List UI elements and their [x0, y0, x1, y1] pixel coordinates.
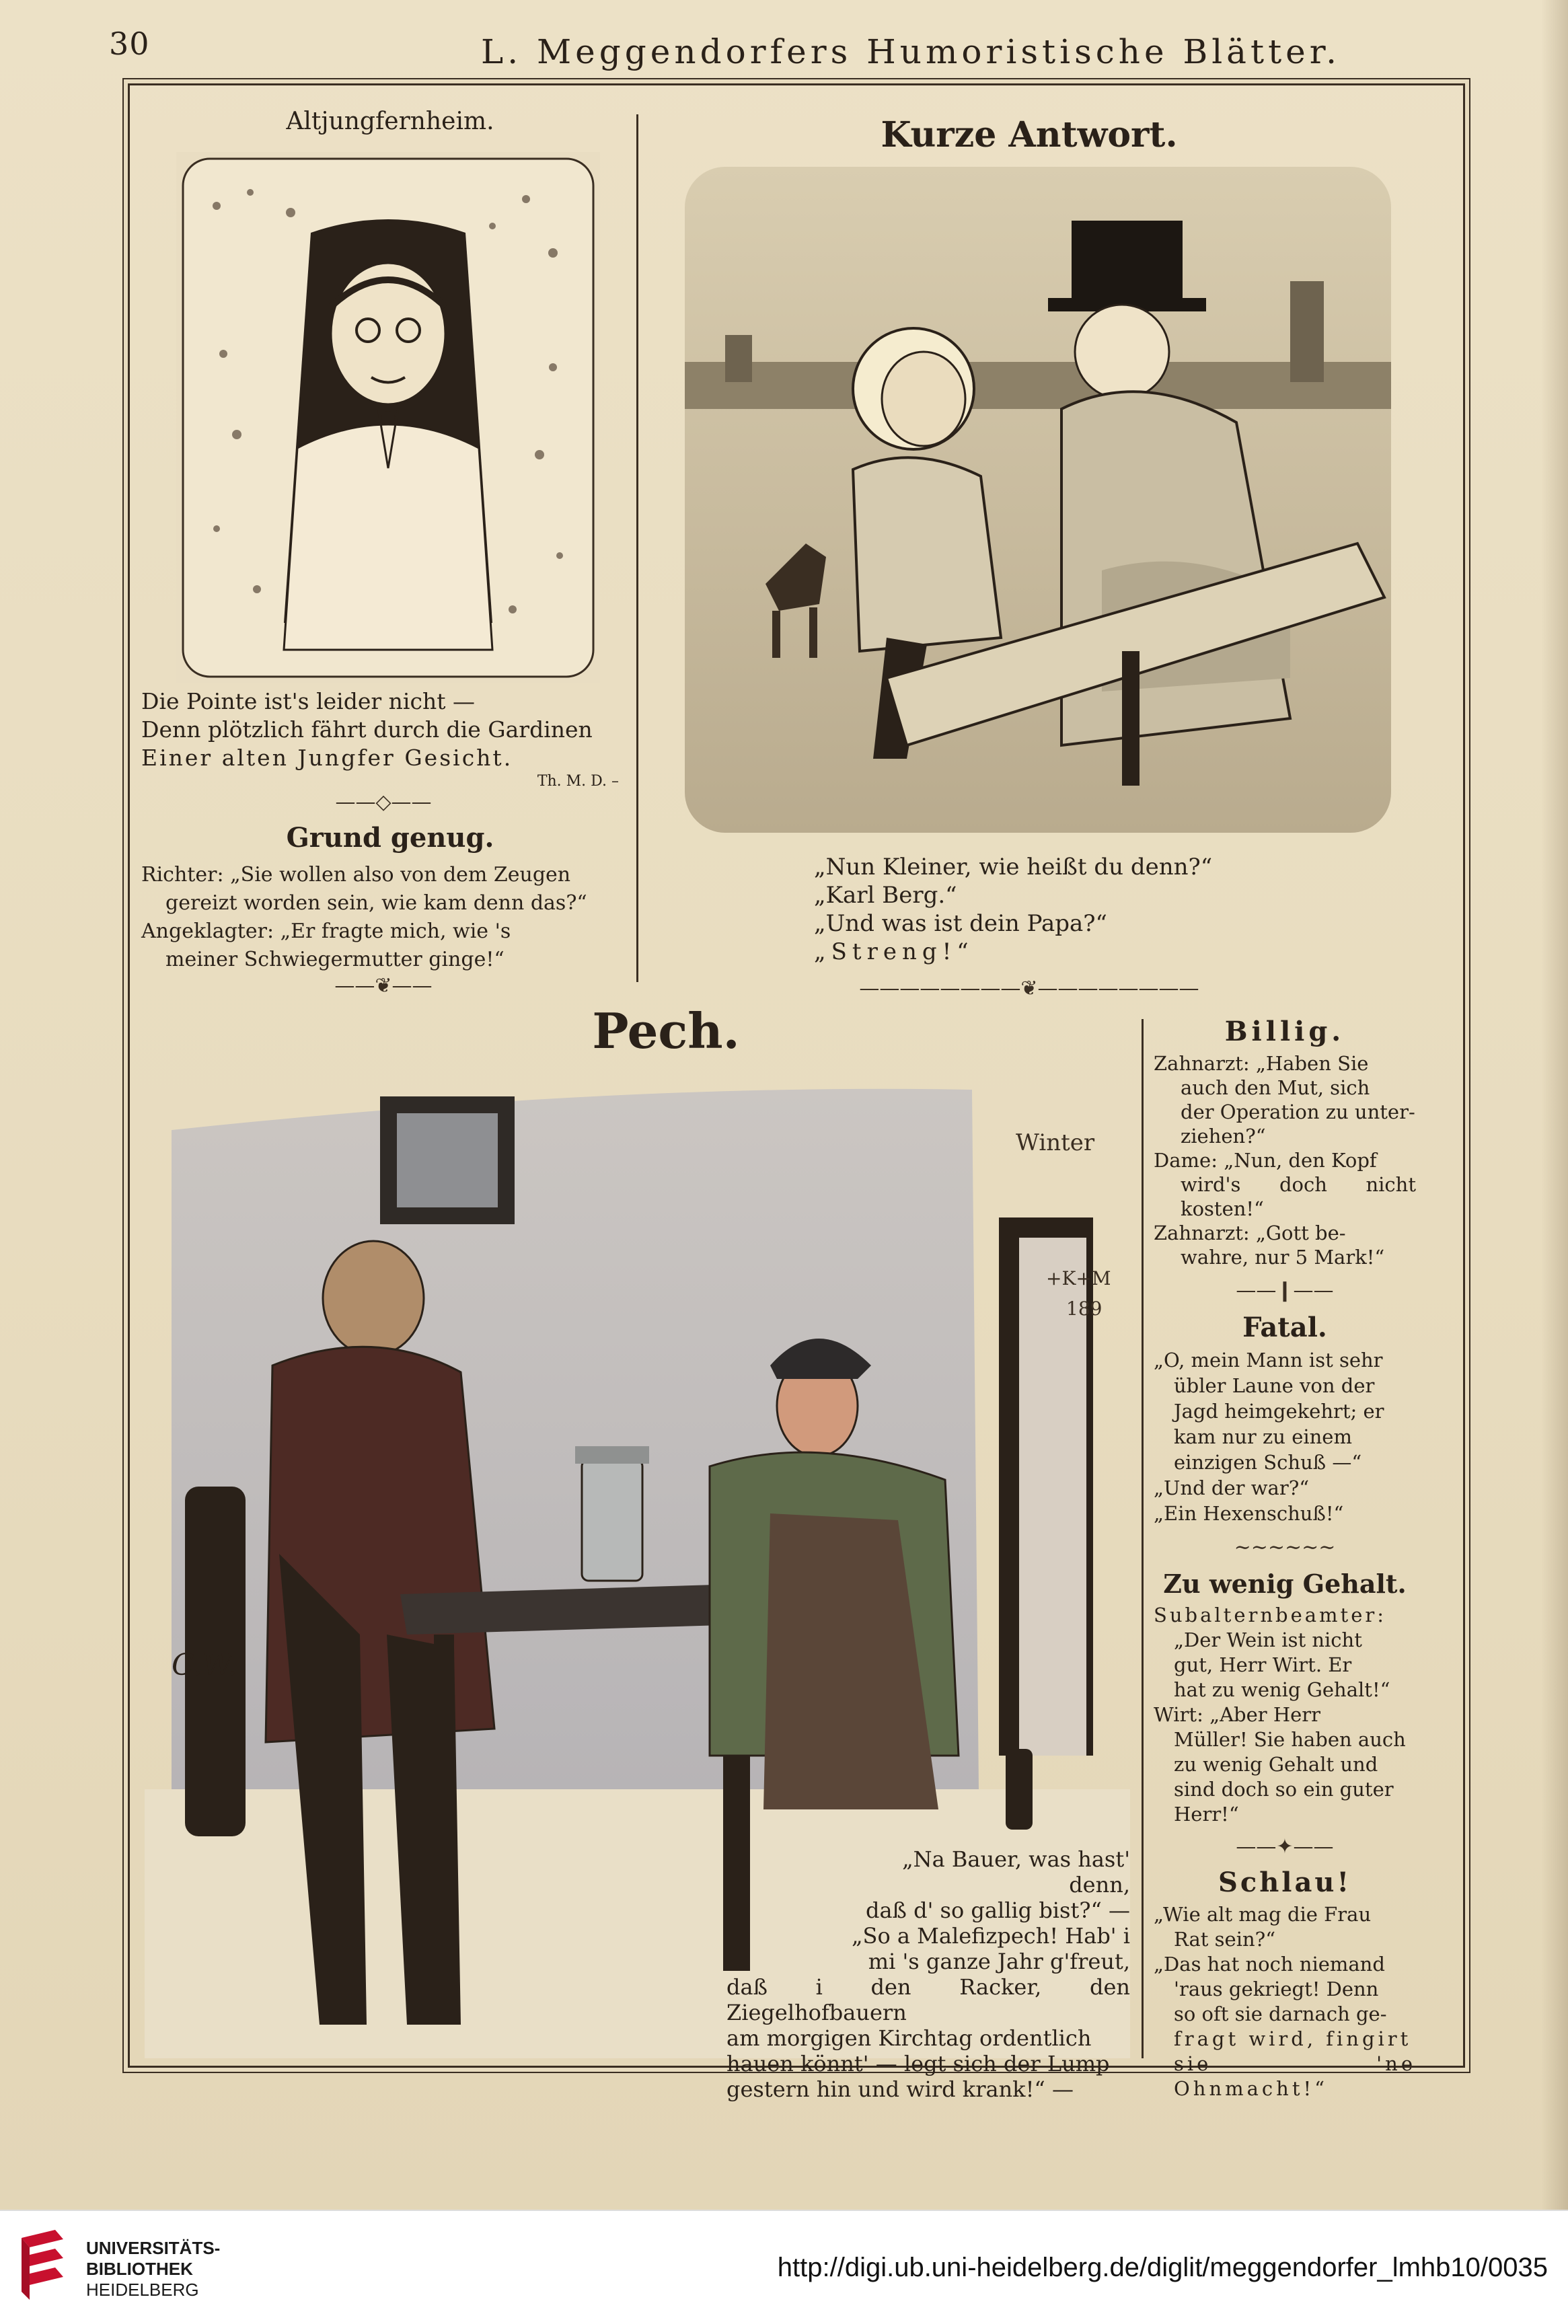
column-divider-bottom: [1142, 1019, 1144, 2058]
dialogue-line: „Und was ist dein Papa?“: [814, 910, 1107, 937]
joke-line: Herr!“: [1174, 1803, 1239, 1826]
altjungfernheim-title: Altjungfernheim.: [286, 108, 494, 135]
library-logo-icon: [15, 2224, 71, 2305]
section-divider-ornament: ∼∼∼∼∼∼: [1234, 1536, 1336, 1559]
dialogue-line: meiner Schwiegermutter ginge!“: [165, 948, 505, 971]
library-name: [86, 2238, 220, 2300]
joke-line: Zahnarzt: „Gott be-: [1154, 1222, 1346, 1244]
grund-genug-text: [141, 861, 619, 974]
source-url-link[interactable]: http://digi.ub.uni-heidelberg.de/diglit/meggendorfer_lmhb10/0035: [777, 2253, 1548, 2282]
section-divider-ornament: ——◇——: [335, 790, 432, 814]
joke-line: zu wenig Gehalt und: [1174, 1753, 1378, 1776]
dialogue-line: „Na Bauer, was hast' denn,: [902, 1846, 1130, 1898]
section-divider-ornament: ——❙——: [1236, 1279, 1334, 1302]
joke-line: Müller! Sie haben auch: [1174, 1728, 1406, 1751]
joke-line: Subalternbeamter:: [1154, 1604, 1386, 1626]
verse-signature: Th. M. D. –: [537, 773, 619, 790]
library-name-line: UNIVERSITÄTS-: [86, 2238, 221, 2258]
dialogue-line: gereizt worden sein, wie kam denn das?“: [165, 891, 587, 915]
verse-line: Einer alten Jungfer Gesicht.: [141, 745, 513, 771]
verse-line: Die Pointe ist's leider nicht —: [141, 688, 475, 714]
running-title: L. Meggendorfers Humoristische Blätter.: [481, 32, 1341, 71]
library-name-line: BIBLIOTHEK: [86, 2259, 193, 2279]
joke-line: übler Laune von der: [1174, 1374, 1375, 1397]
dialogue-line: daß i den Racker, den Ziegelhofbauern: [726, 1974, 1130, 2025]
dialogue-line: „So a Malefizpech! Hab' i: [851, 1923, 1130, 1949]
right-column: [1154, 1016, 1416, 2101]
pech-title: Pech.: [592, 1002, 740, 1059]
dialogue-line: hauen könnt' — legt sich der Lump: [726, 2051, 1110, 2076]
boy-and-gentleman-illustration: [685, 167, 1391, 833]
pech-dialogue: [726, 1846, 1130, 2102]
chalk-sign-winter: Winter: [1016, 1129, 1095, 1156]
dialogue-line: Angeklagter: „Er fragte mich, wie 's: [141, 920, 511, 943]
dialogue-line: am morgigen Kirchtag ordentlich: [726, 2025, 1092, 2051]
billig-title: Billig.: [1224, 1016, 1345, 1047]
viewer-footer: [0, 2210, 1568, 2324]
joke-line: gut, Herr Wirt. Er: [1174, 1653, 1352, 1676]
joke-line: Jagd heimgekehrt; er: [1174, 1400, 1384, 1423]
section-divider-ornament: ——❦——: [334, 974, 433, 998]
joke-line: Rat sein?“: [1174, 1928, 1276, 1951]
schlau-title: Schlau!: [1218, 1867, 1352, 1898]
grund-genug-title: Grund genug.: [286, 822, 494, 854]
fatal-title: Fatal.: [1242, 1312, 1327, 1343]
chalk-sign-year: 189: [1066, 1298, 1103, 1320]
joke-line: sie 'ne Ohnmacht!“: [1174, 2052, 1416, 2100]
kurze-antwort-dialogue: [814, 853, 1285, 966]
joke-line: 'raus gekriegt! Denn: [1174, 1978, 1379, 2000]
joke-line: kam nur zu einem: [1174, 1425, 1352, 1448]
page-number: 30: [109, 26, 150, 62]
library-name-line: HEIDELBERG: [86, 2280, 199, 2300]
dialogue-line: mi 's ganze Jahr g'freut,: [868, 1949, 1130, 1974]
verse-line: Denn plötzlich fährt durch die Gardinen: [141, 716, 593, 743]
joke-line: der Operation zu unter-: [1181, 1100, 1415, 1123]
svg-text:C.W.: C.W.: [172, 1648, 237, 1682]
joke-line: Wirt: „Aber Herr: [1154, 1703, 1321, 1726]
old-maid-illustration: [176, 152, 600, 683]
dialogue-line: „Karl Berg.“: [814, 882, 957, 909]
joke-line: Zahnarzt: „Haben Sie: [1154, 1052, 1369, 1075]
joke-line: Dame: „Nun, den Kopf: [1154, 1149, 1377, 1172]
joke-line: „Wie alt mag die Frau: [1154, 1903, 1372, 1926]
joke-line: einzigen Schuß —“: [1174, 1451, 1362, 1474]
dialogue-line: daß d' so gallig bist?“ —: [865, 1898, 1130, 1923]
joke-line: ziehen?“: [1181, 1125, 1266, 1148]
joke-line: „Der Wein ist nicht: [1174, 1628, 1362, 1651]
kurze-antwort-title: Kurze Antwort.: [881, 114, 1178, 155]
joke-line: hat zu wenig Gehalt!“: [1174, 1678, 1390, 1701]
joke-line: fragt wird, fingirt: [1174, 2027, 1412, 2050]
altjungfernheim-verse: [141, 687, 619, 791]
section-divider-ornament: ————————❦————————: [859, 977, 1199, 1000]
dialogue-line: Richter: „Sie wollen also von dem Zeugen: [141, 863, 571, 887]
joke-line: „Ein Hexenschuß!“: [1154, 1502, 1344, 1525]
dialogue-line: „Nun Kleiner, wie heißt du denn?“: [814, 854, 1213, 880]
section-divider-ornament: ——✦——: [1236, 1835, 1334, 1859]
joke-line: „O, mein Mann ist sehr: [1154, 1349, 1383, 1372]
dialogue-line: „Streng!“: [814, 938, 974, 965]
joke-line: wahre, nur 5 Mark!“: [1181, 1246, 1385, 1269]
column-divider-top: [636, 114, 638, 982]
joke-line: „Und der war?“: [1154, 1476, 1310, 1499]
chalk-sign-kmb: +K+M: [1046, 1267, 1111, 1289]
joke-line: „Das hat noch niemand: [1154, 1953, 1385, 1976]
joke-line: wird's doch nicht kosten!“: [1181, 1173, 1416, 1220]
joke-line: so oft sie darnach ge-: [1174, 2002, 1387, 2025]
dialogue-line: gestern hin und wird krank!“ —: [726, 2076, 1074, 2102]
zu-wenig-gehalt-title: Zu wenig Gehalt.: [1163, 1569, 1407, 1599]
page-edge-shadow: [1541, 0, 1568, 2210]
joke-line: sind doch so ein guter: [1174, 1778, 1394, 1801]
joke-line: auch den Mut, sich: [1181, 1076, 1370, 1099]
